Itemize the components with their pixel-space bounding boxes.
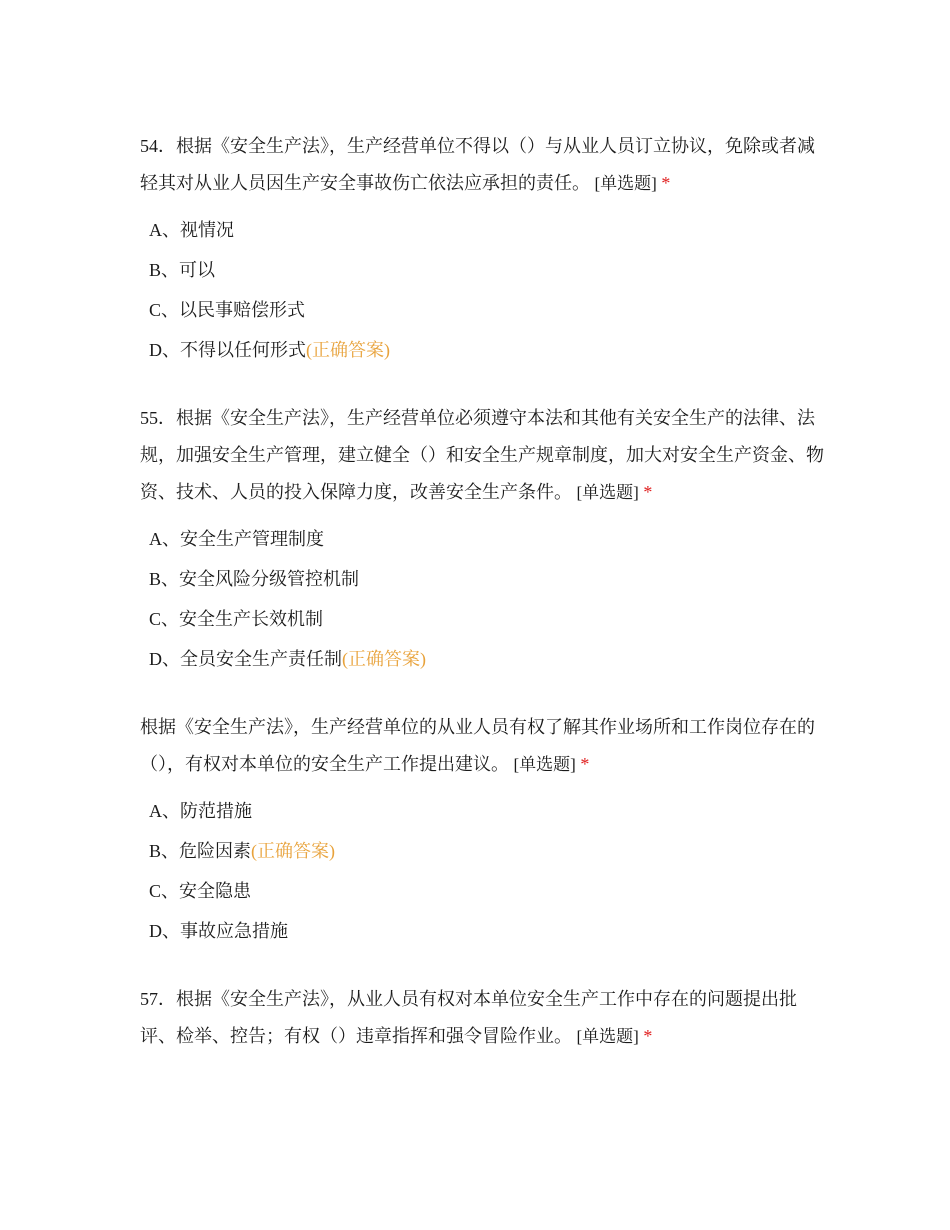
option-label: A、安全生产管理制度 — [149, 529, 324, 549]
option-list — [140, 519, 830, 679]
required-mark: * — [580, 754, 590, 774]
option-d — [140, 911, 830, 951]
question-55 — [140, 400, 830, 679]
question-number: 55． — [140, 408, 176, 428]
option-list — [140, 791, 830, 951]
correct-answer-note: (正确答案) — [342, 649, 426, 669]
option-a — [140, 210, 830, 250]
option-b — [140, 831, 830, 871]
option-d — [140, 639, 830, 679]
option-label: D、不得以任何形式 — [149, 340, 306, 360]
option-label: C、安全生产长效机制 — [149, 609, 324, 629]
question-type-tag: [单选题] — [513, 755, 576, 774]
correct-answer-note: (正确答案) — [306, 340, 390, 360]
option-list — [140, 210, 830, 370]
question-text — [140, 400, 830, 511]
question-56 — [140, 709, 830, 951]
question-text — [140, 128, 830, 202]
question-54 — [140, 128, 830, 370]
option-c — [140, 871, 830, 911]
question-text — [140, 709, 830, 783]
option-label: B、安全风险分级管控机制 — [149, 569, 360, 589]
required-mark: * — [643, 482, 653, 502]
question-type-tag: [单选题] — [576, 1027, 639, 1046]
question-body: 根据《安全生产法》，生产经营单位必须遵守本法和其他有关安全生产的法律、法规，加强安全生产管理，建立健全（）和安全生产规章制度，加大对安全生产资金、物资、技术、人员的投入保障力度，改善安全生产条件。 — [140, 408, 824, 502]
option-d — [140, 330, 830, 370]
option-a — [140, 519, 830, 559]
document-page — [140, 128, 830, 1085]
question-body: 根据《安全生产法》，从业人员有权对本单位安全生产工作中存在的问题提出批评、检举、控告；有权（）违章指挥和强令冒险作业。 — [140, 989, 797, 1046]
question-body: 根据《安全生产法》，生产经营单位的从业人员有权了解其作业场所和工作岗位存在的（），有权对本单位的安全生产工作提出建议。 — [140, 717, 815, 774]
option-label: B、可以 — [149, 260, 216, 280]
option-label: A、防范措施 — [149, 801, 252, 821]
correct-answer-note: (正确答案) — [251, 841, 336, 861]
option-label: D、事故应急措施 — [149, 921, 288, 941]
question-57 — [140, 981, 830, 1055]
option-label: B、危险因素 — [149, 841, 252, 861]
question-type-tag: [单选题] — [594, 174, 657, 193]
option-c — [140, 290, 830, 330]
option-a — [140, 791, 830, 831]
question-body: 根据《安全生产法》，生产经营单位不得以（）与从业人员订立协议，免除或者减轻其对从业人员因生产安全事故伤亡依法应承担的责任。 — [140, 136, 815, 193]
option-label: D、全员安全生产责任制 — [149, 649, 342, 669]
question-text — [140, 981, 830, 1055]
option-c — [140, 599, 830, 639]
option-label: A、视情况 — [149, 220, 234, 240]
question-number: 57． — [140, 989, 176, 1009]
option-b — [140, 559, 830, 599]
option-label: C、安全隐患 — [149, 881, 252, 901]
required-mark: * — [661, 173, 671, 193]
option-b — [140, 250, 830, 290]
required-mark: * — [643, 1026, 653, 1046]
question-number: 54． — [140, 136, 176, 156]
question-type-tag: [单选题] — [576, 483, 639, 502]
option-label: C、以民事赔偿形式 — [149, 300, 306, 320]
